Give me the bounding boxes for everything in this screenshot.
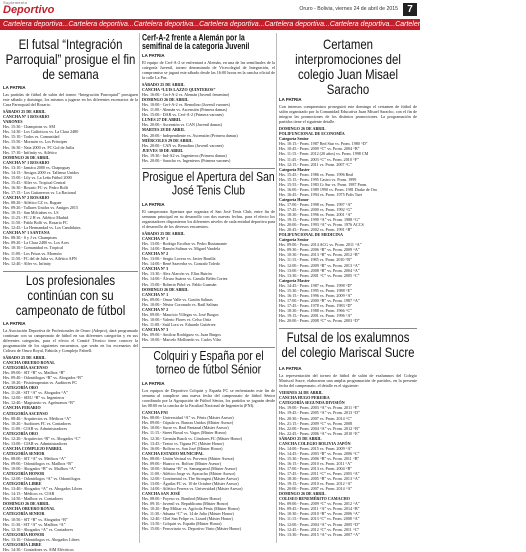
fixture-line: Hrs. 15:00.- Lily vs. La Leña Fútbol 2000 — [3, 174, 72, 180]
fixture-line: Hrs. 10:20.- Fisioterapeutas vs. Auditores FC — [3, 380, 78, 386]
fixture-heading: CANCHA Nº 1 SANTANA — [3, 230, 50, 236]
fixture-line: Hrs. 12:20.- Arquitectos “B” vs. Abogados “C” — [3, 435, 81, 441]
page-number: 7 — [403, 3, 417, 16]
fixture-heading: COLISEO BENEMÉRITO CAMACHO — [279, 496, 350, 502]
fixture-line: Hrs. 09:00.- Omar Valle vs. Gastón Salinas — [142, 296, 213, 302]
fixture-line: Hrs. 17:10.- Inifinity vs. Atlético — [3, 149, 57, 155]
article-source: LA PATRIA — [279, 366, 302, 372]
article-source: LA PATRIA — [142, 201, 165, 207]
article-headline[interactable]: El futsal “Integración Parroquial” prosigue el fin de semana — [5, 37, 136, 83]
fixture-line: Hrs. 09:45.- Prom. 2011 “A” vs. Prom. 2014 “B” — [279, 506, 360, 512]
fixture-line: Hrs. 19:15.- Prom. 1990 “A” vs. Prom. 1988 “G” — [279, 217, 360, 223]
fixture-line: Hrs. 11:25.- FC 2 H vs. Atlético Madrid — [3, 215, 69, 221]
fixture-line: Hrs. 12:40.- Chel San Felipe vs. Lizard (Máster Honor) — [142, 516, 233, 522]
fixture-line: Hrs. 16:00.- Bolívar vs. San José (Máster Honor) — [142, 445, 223, 451]
fixture-line: Hrs. 10:15.- San Milciabes vs. LS — [3, 210, 59, 216]
article-source: LA PATRIA — [3, 320, 26, 326]
fixture-heading: CANCHA COLEGIO BOLIVIA JAPÓN — [279, 440, 351, 446]
fixture-heading: CANCHA FERARIO — [3, 405, 41, 411]
fixture-line: Hrs. 08:30.- S y J vs. Champions — [3, 235, 58, 241]
fixture-line: Hrs. 08:00.- SIT “A” vs. Médicos “A” — [3, 455, 66, 461]
article-divider — [279, 328, 417, 329]
fixture-line: Hrs. 15:55.- Prom. 1983 Cr Sur vs. Prom. 1987 Prom. — [279, 181, 368, 187]
article-headline[interactable]: Cerf-A-2 frente a Alemán por la semifinal de la categoría Juvenil — [142, 34, 250, 52]
logo-supplement-text: Suplemento — [3, 0, 28, 5]
article-divider — [142, 168, 275, 169]
fixture-line: Hrs. 20:45.- Prom. 2002 vs. Prom. 1991 “B” — [279, 227, 353, 233]
fixture-heading: POLIFUNCIONAL DE MEDICINA — [279, 232, 343, 238]
article-cerf-aleman — [142, 34, 275, 163]
article-headline[interactable]: Certamen interpromociones del colegio Juan Misael Saracho — [295, 37, 401, 98]
fixture-heading: CANCHA Nº 1 — [142, 291, 169, 297]
fixture-line: Hrs. 09:00.- Prom. 2009 “C” vs. Prom. 2012 “A” — [279, 501, 360, 507]
fixture-line: Hrs. 15:30.- Champions vs. SM — [3, 124, 55, 130]
fixture-line: Hrs. 13:30.- Prom. 2001 “C” vs. Prom. 2005 “C” — [279, 272, 360, 278]
fixture-heading: CANCHA Nº 2 — [142, 306, 169, 312]
fixture-line: Hrs. 09:00.- Amilcar Rodríguez vs. Juan Burgos — [142, 331, 221, 337]
column-divider — [139, 33, 140, 543]
fixture-line: Hrs. 09:00.- Huarco vs. Bolívar (Máster Asesor) — [142, 460, 222, 466]
fixture-heading: CATEGORÍA ASCENSO — [3, 365, 48, 371]
fixture-line: Hrs. 18:30.- Prom. 1988 vs. Prom. 1966 “C” — [279, 307, 353, 313]
fixture-heading: SÁBADO 25 DE ABRIL — [3, 109, 46, 115]
fixture-line: Hrs. 12:00.- Prom. 2004 “A” vs. Prom. 2005 “D” — [279, 521, 360, 527]
fixture-line: Hrs. 16:15.- Prom. 2010 vs. Prom. 2011 “A” — [279, 460, 353, 466]
fixture-line: Hrs. 10:00.- Cerf-A-2 vs. Remolino (Juvenil varones) — [142, 102, 230, 108]
article-saracho — [279, 39, 417, 323]
fixture-heading: CATEGORÍA HONOR — [3, 531, 45, 537]
fixture-heading: LUNES 27 DE ABRIL — [142, 117, 182, 123]
fixture-line: Hrs. 10:20.- Auditores FC vs. Contadores — [3, 420, 72, 426]
fixture-line: Hrs. 09:00.- Prom. 2014 ACG vs. Prom. 2011 “A” — [279, 242, 362, 248]
article-source: LA PATRIA — [142, 52, 165, 58]
fixture-line: Hrs. 09:00.- Cúpula vs. Bancas Unidos (Máster Asesor) — [142, 420, 234, 426]
fixture-line: Hrs. 13:00.- Rodrigo Escóbar vs. Pedro Bustamante — [142, 241, 227, 247]
fixture-line: Hrs. 09:10.- Juvenil vs. Republicana (Máster Honor) — [142, 501, 229, 507]
fixture-heading: CANCHA Nº 3 — [142, 266, 169, 272]
fixture-line: Hrs. 10:30.- Prom. 2010 “B” vs. Prom. 2006 “A” — [279, 511, 360, 517]
column-divider — [276, 33, 277, 543]
article-source: LA PATRIA — [142, 380, 165, 386]
fixture-line: Hrs. 14:15.- Médicos vs. CIAB — [3, 491, 55, 497]
fixture-list — [3, 109, 138, 265]
fixture-line: Hrs. 16:00.- Cerf-A-2 vs. Alemán (Juvenil femenino) — [142, 92, 230, 98]
fixture-line: Hrs. 13:00.- CIAB vs. Administradores — [3, 440, 68, 446]
article-divider — [3, 271, 138, 272]
fixture-heading: VIERNES 24 DE ABRIL — [279, 390, 323, 396]
fixture-line: Hrs. 14:00.- Ramón Salinas vs. Miguel Vaudela — [142, 246, 221, 252]
fixture-line: Hrs. 14:50.- Mailbox vs. Contadores — [3, 496, 63, 502]
fixture-list — [3, 355, 138, 552]
fixture-line: Hrs. 12:45.- Prom. 2012 “C” vs. Prom. 2011 “C” — [279, 526, 360, 532]
article-intro: La representación del torneo de fútbol de salón de exalumnos del Colegio Mariscal Sucre, elaboraron una amplia programación de partidos, en la presente fecha del campeonato, el detalle es el siguiente: — [279, 373, 417, 389]
fixture-line: Hrs. 12:45.- La Hermandad vs. Los Candidatos — [3, 225, 81, 231]
fixture-line: Hrs. 19:00.- Prom. 2003 “A” vs. Prom. 2011 “E” — [279, 405, 360, 411]
fixture-line: Hrs. 11:00.- Los Prisas vs. Mormón — [3, 250, 62, 256]
fixture-line: Hrs. 11:30.- SIT “A” vs. Mailbox “A” — [3, 521, 66, 527]
column-middle — [142, 32, 275, 544]
fixture-line: Hrs. 13:40.- Abogados “A” vs. Abogados Libres — [3, 486, 83, 492]
fixture-heading: CATEGORÍA SENIOR — [3, 511, 45, 517]
fixture-line: Hrs. 14:45.- Prom. 1987 vs. Prom. 1998 “D” — [279, 282, 353, 288]
article-intro: El campeonato Apertura que organiza el San José Tenis Club, entre fin de semanas principal en su desarrollo con dos nuevas fechas, para el efecto los organizadores disponieron los diferentes niveles de cada entidad deportiva para el desarrollo de los diversos encuentros. — [142, 208, 275, 229]
fixture-line: Hrs. 15:45.- Prom. 1986 vs. Prom. 1996 Real — [279, 171, 354, 177]
fixture-line: Hrs. 17:00.- Prom. 1998 vs. Prom. 1997 “A” — [279, 201, 353, 207]
fixture-line: Hrs. 13:00.- Sergio Lovera vs. Javier Bonilla — [142, 256, 216, 262]
fixture-line: Hrs. 15:10.- Todos vs. Comunidad — [3, 134, 60, 140]
fixture-line: Hrs. 17:45.- Prom. 1978 vs. Prom. 1983 “D” — [279, 302, 353, 308]
fixture-line: Hrs. 12:00.- SIEU “B” vs. Ingenieros — [3, 395, 65, 401]
fixture-line: Hrs. 13:00.- Prom. 2008 “B” vs. Prom. 2004 “A” — [279, 267, 360, 273]
article-source: LA PATRIA — [279, 96, 302, 102]
fixture-line: Hrs. 19:45.- Prom. 2005 “A” vs. Prom. 2013 “D” — [279, 410, 360, 416]
fixture-list — [142, 410, 275, 531]
newspaper-logo[interactable] — [3, 1, 54, 16]
fixture-heading: SÁBADO 25 DE ABRIL — [279, 435, 322, 441]
column-left — [3, 32, 138, 552]
fixture-line: Hrs. 17:45.- Prom. 2011 “C” vs. Prom. 2003 “A” — [279, 471, 360, 477]
fixture-line: Hrs. 13:30.- Alex Alarcón vs. Elías Butrón — [142, 271, 212, 277]
fixture-line: Hrs. 10:10.- Comunidad vs. Tropical — [3, 245, 64, 251]
fixture-heading: CANCHA Nº 3 — [142, 326, 169, 332]
fixture-heading: CATEGORÍA ASCENSO — [3, 410, 48, 416]
fixture-line: Hrs. 11:30.- Aduana “C” vs. 14 de Julio (Máster Honor) — [142, 511, 234, 517]
fixture-line: Hrs. 16:30.- Naia 2000 vs. FC Gol de Juilia — [3, 144, 75, 150]
fixture-line: Hrs. 12:00.- Prom. 2009 “B” vs. Prom. 2013 “A” — [279, 262, 360, 268]
fixture-heading: Categoría Honor — [279, 196, 309, 202]
fixture-line: Hrs. 13:10.- Jamáca 2000 vs. Chapoguay — [3, 164, 71, 170]
fixture-line: Hrs. 16:45.- Prom. 1994 vs. Prom. 1975 Polis Tuet — [279, 191, 363, 197]
fixture-heading: Categoría Senior — [279, 237, 309, 243]
fixture-heading: DOMINGO 26 DE ABRIL — [3, 154, 50, 160]
article-headline[interactable]: Futsal de los exalumnos del colegio Mariscal Sucre — [281, 330, 415, 361]
fixture-line: Hrs. 12:10.- Abogados “A” vs. Contadores — [3, 526, 74, 532]
fixture-line: Hrs. 09:20.- Tallares Unidos vs. Amigos 2015 — [3, 205, 79, 211]
dateline: Oruro - Bolivia, viernes 24 de abril de 2015 — [299, 6, 398, 12]
article-source: LA PATRIA — [3, 84, 26, 90]
fixture-line: Hrs. 13:10.- Odontólogos vs. Abogados Libres — [3, 536, 80, 542]
fixture-heading: CANCHA COMPLEJO FABREL — [3, 445, 63, 451]
fixture-heading: CATEGORÍA LIBRE — [3, 481, 42, 487]
fixture-line: Hrs. 11:15.- Prom. 1985 vs. Prom. 2010 “B” — [279, 257, 352, 263]
fixture-line: Hrs. 19:15.- Prom. 2001 vs. Prom. 1996 “A” — [279, 312, 353, 318]
fixture-line: Hrs. 15:15.- Prom. 1995 Castro vs. Prom. 1999 — [279, 176, 357, 182]
fixture-line: Hrs. 20:00.- Independiente vs. Ascensión (Primera damas) — [142, 132, 238, 138]
fixture-heading: JUEVES 30 DE ABRIL — [142, 147, 184, 153]
fixture-list — [142, 231, 275, 342]
fixture-line: Hrs. 10:20.- Rep Militar vs. Agrícola Fénix (Máster Honor) — [142, 506, 240, 512]
article-intro: Los equipos de Deportivo Colquiri y España FC se enfrentarán este fin de semana al cumplirse una nueva fecha del campeonato de fútbol Sénior coordinado por la Agrupación de Fútbol Sénior, los partidos se jugarán desde las 08:00 en la cancha de la Facultad Nacional de Ingeniería (FNI). — [142, 387, 275, 409]
article-intro: Las partidas de fútbol de salón del torneo “Integración Parroquial” prosiguen este sábado y domingo, los mismos a jugarse en los diferentes escenarios de la Casa Parroquial del Rosario. — [3, 91, 138, 108]
fixture-line: Hrs. 13:50.- Colquiri vs. España (Máster Honor) — [142, 521, 222, 527]
fixture-line: Hrs. 11:15.- Prom. 2012 (20 años) vs. Prom. 1998 CM — [279, 151, 369, 157]
fixture-line: Hrs. 14:30.- Contadores vs. SIM Eléctricos — [3, 546, 74, 552]
fixture-line: Hrs. 11:50.- FC del de Julia vs. Atlético APN — [3, 255, 77, 261]
fixture-line: Hrs. 16:15.- Prom. 1996 vs. Prom. 2009 “A” — [279, 292, 353, 298]
fixture-heading: CANCHA OBUERO ROYAL — [3, 506, 55, 512]
fixture-line: Hrs. 14:00.- Prom. 2015 vs. Prom. 2009 “A” — [279, 445, 353, 451]
article-intro: La Asociación Deportiva de Profesionales de Oruro (Adepro), dará programado continuar con su campeonato de fútbol en sus diferentes categorías y en sus diferentes categorías, para el efecto el Comité Técnico tiene conocer la programación de los siguientes encuentros, que serán en los escenarios del Coliseo de Oruro Royal, Fabiola y Complejo Fabrell. — [3, 327, 138, 353]
fixture-line: Hrs. 08:00.- Unión Vecinal vs. Porvenir (Máster Asesor) — [142, 455, 235, 461]
fixture-line: Hrs. 20:00.- CAN vs. Remolino (Juvenil varones) — [142, 142, 224, 148]
fixture-heading: SÁBADO 25 DE ABRIL — [142, 82, 185, 88]
fixture-line: Hrs. 09:00.- SIT “B” vs. Mailbox “B” — [3, 370, 66, 376]
fixture-line: Hrs. 19:30.- Ind-A2 vs. Ingenieros (Primera damas) — [142, 152, 227, 158]
fixture-line: Hrs. 15:45.- Alfer vs. Tropical Central — [3, 179, 66, 185]
fixture-line: Hrs. 12:40.- Magisterio vs. Agrónomos “B” — [3, 400, 75, 406]
fixture-line: Hrs. 11:20.- SIT “A” vs. Abogados “A” — [3, 390, 68, 396]
fixture-line: Hrs. 10:00.- Valerio Flores vs. Celso Ortiz — [142, 316, 212, 322]
fixture-heading: CANCHA Nº 2 ROSARIO — [3, 194, 50, 200]
fixture-line: Hrs. 10:00.- Marcelo Mollinedo vs. Carlos Vilar — [142, 337, 221, 343]
column-right — [279, 32, 417, 544]
fixture-line: Hrs. 11:00.- CIAB vs. Administradores — [3, 425, 68, 431]
fixture-line: Hrs. 14:15.- Amigos 2000 vs. Tallenso Unidos — [3, 169, 79, 175]
fixture-heading: CANCHA FNI — [142, 410, 168, 416]
fixture-heading: SÁBADO 25 DE ABRIL — [3, 355, 46, 361]
logo-title: Deportivo — [3, 4, 55, 16]
fixture-line: Hrs. 18:30.- Prom. 2005 “B” vs. Prom. 2013 “A” — [279, 476, 360, 482]
fixture-heading: CATEGORÍA HONOR — [3, 471, 45, 477]
fixture-line: Hrs. 12:00.- Odontólogos “A” vs. Odontólogos — [3, 476, 81, 482]
fixture-line: Hrs. 09:00.- Odontólogos vs. Mailbox “B” — [3, 461, 73, 466]
fixture-line: Hrs. 09:00.- Mauricio Villegas vs. José Burgos — [142, 311, 219, 317]
article-divider — [142, 347, 275, 348]
fixture-line: Hrs. 20:00.- Prom. 2008 “C” vs. Prom. 2003 “D” — [279, 318, 360, 324]
article-san-jose-tenis — [142, 172, 275, 342]
fixture-line: Hrs. 13:45.- Teatro vs. Tiguna FC (Máster Honor) — [142, 440, 224, 446]
fixture-list — [279, 126, 417, 323]
fixture-line: Hrs. 14:00.- Álvaro Suárez vs. Camilo Belén Cortez — [142, 276, 228, 282]
article-mariscal-sucre — [279, 332, 417, 537]
fixture-line: Hrs. 09:30.- Prom. 2006 “B” vs. Prom. 2009 “A” — [279, 247, 360, 253]
fixture-line: Hrs. 20:00.- Ascensión vs. CAN (Juvenil damas) — [142, 122, 222, 128]
fixture-heading: DOMINGO 26 DE ABRIL — [279, 491, 326, 497]
fixture-line: Hrs. 19:15.- Prom. 2010 vs. Prom. 2012 “A” — [279, 481, 353, 487]
fixture-heading: CANCHA SAN JOSÉ — [142, 491, 181, 497]
fixture-line: Hrs. 17:00.- Prom. 2000 “B” vs. Prom. 1987 “A” — [279, 297, 360, 303]
fixture-line: Hrs. 12:30.- Germán Busch vs. Cóndores FC (Máster Honor) — [142, 435, 243, 441]
fixture-heading: DOMINGO 26 DE ABRIL — [142, 286, 189, 292]
fixture-line: Hrs. 20:30.- Prom. 2007 vs. Prom. 2014 “C” — [279, 415, 353, 421]
fixture-line: Hrs. 09:20.- La Clara 2480 vs. Los Aces — [3, 240, 69, 246]
fixture-heading: CANCHA ESTADIO MUNICIPAL — [142, 450, 204, 456]
fixture-line: Hrs. 09:40.- Odontólogos “B” vs. Abogados “B” — [3, 375, 83, 381]
fixture-line: Hrs. 15:50.- Mormón vs. Los Príncipes — [3, 139, 68, 145]
fixture-line: Hrs. 14:00.- Atlético Ferrera vs. Universidad (Máster Asesor) — [142, 485, 243, 491]
fixture-heading: POLIFUNCIONAL DE ECONOMÍA — [279, 131, 345, 137]
fixture-heading: CANCHA Nº 1 ROSARIO — [3, 114, 50, 120]
article-intro: Con intensos compromisos proseguirá este domingo el certamen de fútbol de salón organizado por la Comunidad Educativa Juan Misael Saracho, con el fin de integrar las promociones de los distintos promociones. La programación de partidos tiene el siguiente detalle. — [279, 103, 417, 125]
fixture-heading: Categoría Senior — [279, 136, 309, 142]
fixture-line: Hrs. 10:00.- Sucre vs. Real Pantanal (Máster Asesor) — [142, 425, 229, 431]
fixture-line: Hrs. 14:45.- Prom. 2003 “B” vs. Prom. 2006 “C” — [279, 450, 360, 456]
article-headline[interactable]: Prosigue el Apertura del San José Tenis Club — [142, 170, 275, 198]
fixture-heading: CATEGORÍA SENIOR — [3, 450, 45, 456]
fixture-line: Hrs. 11:45.- Prom. 2003 “C” vs. Prom. 2010 “F” — [279, 156, 359, 162]
fixture-line: Hrs. 14:30.- Los Galácticos vs. La Clara 2480 — [3, 129, 79, 135]
fixture-line: Hrs. 11:00.- Alemán vs. Ascensión (Primera damas) — [142, 107, 228, 113]
fixture-heading: CANCHA Nº 1 — [142, 236, 169, 242]
article-headline[interactable]: Colquiri y España por el torneo de fútbol Sénior — [153, 349, 264, 378]
fixture-line: Hrs. 18:30.- Prom. 1996 vs. Prom. 2001 “A” — [279, 212, 353, 218]
fixture-heading: CANCHA Nº 2 — [142, 251, 169, 257]
fixture-line: Hrs. 15:30.- Prom. 2006 “B” vs. Prom. 2011 “B” — [279, 455, 360, 461]
fixture-line: Hrs. 13:30.- Prom. 2015 “A” vs. Prom. 2007 “A” — [279, 531, 360, 537]
fixture-heading: CATEGORÍA ORO — [3, 430, 39, 436]
fixture-line: Hrs. 15:00.- Roberto Piñol vs. Pablo Guzmán — [142, 281, 217, 287]
fixture-heading: MARTES 28 DE ABRIL — [142, 127, 185, 133]
fixture-list — [279, 390, 417, 536]
fixture-line: Hrs. 08:40.- Arquitectos vs. Médicos “A” — [3, 415, 71, 421]
fixture-line: Hrs. 16:30.- Rosario FC vs. Pedro Bolfi — [3, 184, 69, 190]
fixture-line: Hrs. 08:00.- Poyeso vs. Bonfind (Máster Honor) — [142, 496, 222, 502]
fixture-line: Hrs. 22:45.- Prom. 2006 “A” vs. Prom. 2010 “E” — [279, 430, 360, 436]
fixture-heading: CANCHA HUGO PEREIRA — [279, 395, 330, 401]
fixture-line: Hrs. 15:30.- Prom. 1995 vs. Prom. 1988 “E” — [279, 287, 352, 293]
fixture-line: Hrs. 11:00.- Saúl Lora vs. Eduardo Gutiérrez — [142, 321, 216, 327]
fixture-heading: DOMINGO 26 DE ABRIL — [279, 126, 326, 132]
fixture-heading: MIÉRCOLES 29 DE ABRIL — [142, 137, 193, 143]
fixture-line: Hrs. 16:00.- Prom. 1989 1990 vs. Prom. 1981 Drake de Oro — [279, 186, 378, 192]
fixture-heading: CANCHA OBUERO ROYAL — [3, 360, 55, 366]
fixture-heading: CATEGORÍA ORO — [3, 385, 39, 391]
fixture-line: Hrs. 14:00.- René Saavedra vs. Gonzalo Toledo — [142, 261, 220, 267]
fixture-line: Hrs. 10:30.- Prom. 2013 “B” vs. Prom. 2012 “B” — [279, 252, 360, 258]
fixture-line: Hrs. 11:00.- Atlético Jorge vs. Ayacucho (Máster Asesor) — [142, 470, 236, 476]
fixture-heading: CATEGORÍA LIBRE — [3, 541, 42, 547]
fixture-line: Hrs. 20:00.- Saracho vs. Ingenieros (Primera varones) — [142, 157, 231, 163]
fixture-line: Hrs. 12:40.- Alfer vs. Infinity — [3, 260, 52, 266]
fixture-line: Hrs. 10:50.- SIT “B” vs. Abogados “B” — [3, 516, 68, 522]
fixture-line: Hrs. 17:00.- Prom. 2013 vs. Prom. 2004 “B” — [279, 466, 353, 471]
fixture-line: Hrs. 08:20.- Atlético CZ vs. Ruguer — [3, 200, 62, 206]
fixture-line: Hrs. 11:15.- Prom. 2013 “C” vs. Prom. 2008 “A” — [279, 516, 360, 522]
fixture-line: Hrs. 10:00.- Abogados “B” vs. Mailbox “A” — [3, 466, 76, 472]
fixture-line: Hrs. 10:45.- Prom. 2009 “C” vs. Prom. 2004 “B” — [279, 146, 360, 152]
article-colquiri-espana — [142, 351, 275, 531]
fixture-line: Hrs. 22:00.- Prom. 2004 “A” vs. Prom. 2012 “B” — [279, 425, 360, 431]
article-futsal-integracion — [3, 39, 138, 266]
fixture-line: Hrs. 17:15.- Los Guitarreros vs. La Racional — [3, 189, 77, 195]
fixture-line: Hrs. 10:00.- Néstor Coronado vs. Raúl Salinas — [142, 301, 219, 307]
section-banner: Cartelera deportiva...Cartelera deportiva...Cartelera deportiva...Cartelera deportiva...Cartelera deportiva...Cartelera deportiva...Cartelera deportiva...Cartelera deportiva... — [0, 20, 420, 30]
fixture-line: Hrs. 15:00.- DAR vs. Cerf-A-2 (Primera varones) — [142, 112, 224, 118]
fixture-line: Hrs. 12:15.- Prom. 2011 vs. Prom. 2007 “C” — [279, 161, 352, 167]
fixture-line: Hrs. 11:50.- Pablo Bolfi vs. Rosario FC — [3, 220, 68, 226]
fixture-heading: CATEGORÍA SEGUNDA DIVISIÓN — [279, 400, 345, 406]
fixture-heading: DOMINGO 26 DE ABRIL — [3, 501, 50, 507]
fixture-heading: Categoría Master — [279, 166, 310, 172]
fixture-list — [142, 82, 275, 163]
fixture-line: Hrs. 17:45.- Prom. 2000 vs. Prom. 1992 “G” — [279, 207, 353, 212]
fixture-heading: VARONES — [3, 119, 23, 125]
article-headline[interactable]: Los profesionales continúan con su campeonato de fútbol — [15, 273, 126, 319]
fixture-line: Hrs. 08:00.- Universidad “A” vs. Fénix (Máster Asesor) — [142, 415, 234, 421]
fixture-heading: SÁBADO 25 DE ABRIL — [142, 231, 185, 237]
fixture-line: Hrs. 10:00.- Aduana “B” vs. Sanungueral (Máster Asesor) — [142, 465, 238, 471]
fixture-line: Hrs. 20:00.- Prom. 2007 vs. Prom. 2014 “A” — [279, 486, 353, 492]
masthead — [0, 0, 420, 20]
fixture-heading: Categoría Master — [279, 277, 310, 283]
fixture-line: Hrs. 20:00.- Prom. 1993 “A” vs. Prom. 1976 ACCS — [279, 222, 364, 228]
fixture-heading: DOMINGO 26 DE ABRIL — [142, 97, 189, 103]
fixture-line: Hrs. 10:15.- Prom. 1987 Red Star vs. Prom. 1980 “D” — [279, 141, 368, 147]
fixture-line: Hrs. 15:00.- Ferroviario vs. Deportivo Vinto (Máster Honor) — [142, 526, 242, 532]
article-intro: El equipo de Cerf-A-2 se enfrentará a Alemán, en una de las semifinales de la categoría Juvenil, torneo denominado de Vicecolegial de Integración, el compromiso se jugará este sábado desde las 16:00 horas en la cancha oficial de la calle La Paz. — [142, 59, 275, 80]
fixture-line: Hrs. 11:15.- Street Boxul vs. Vagos (Máster Honor) — [142, 430, 227, 436]
article-profesionales — [3, 275, 138, 552]
fixture-line: Hrs. 12:00.- Continental vs. The Strongest (Máster Asesor) — [142, 475, 239, 481]
fixture-heading: CANCHA Nº 1 ROSARIO — [3, 159, 50, 165]
fixture-line: Hrs. 13:00.- Águilas FC vs. 10 de Octubre (Máster Asesor) — [142, 480, 239, 486]
fixture-line: Hrs. 21:15.- Prom. 2009 “C” vs. Prom. 2008 — [279, 420, 353, 426]
fixture-heading: CANCHA “LUIS LAZZO QUINTEROS” — [142, 87, 216, 93]
